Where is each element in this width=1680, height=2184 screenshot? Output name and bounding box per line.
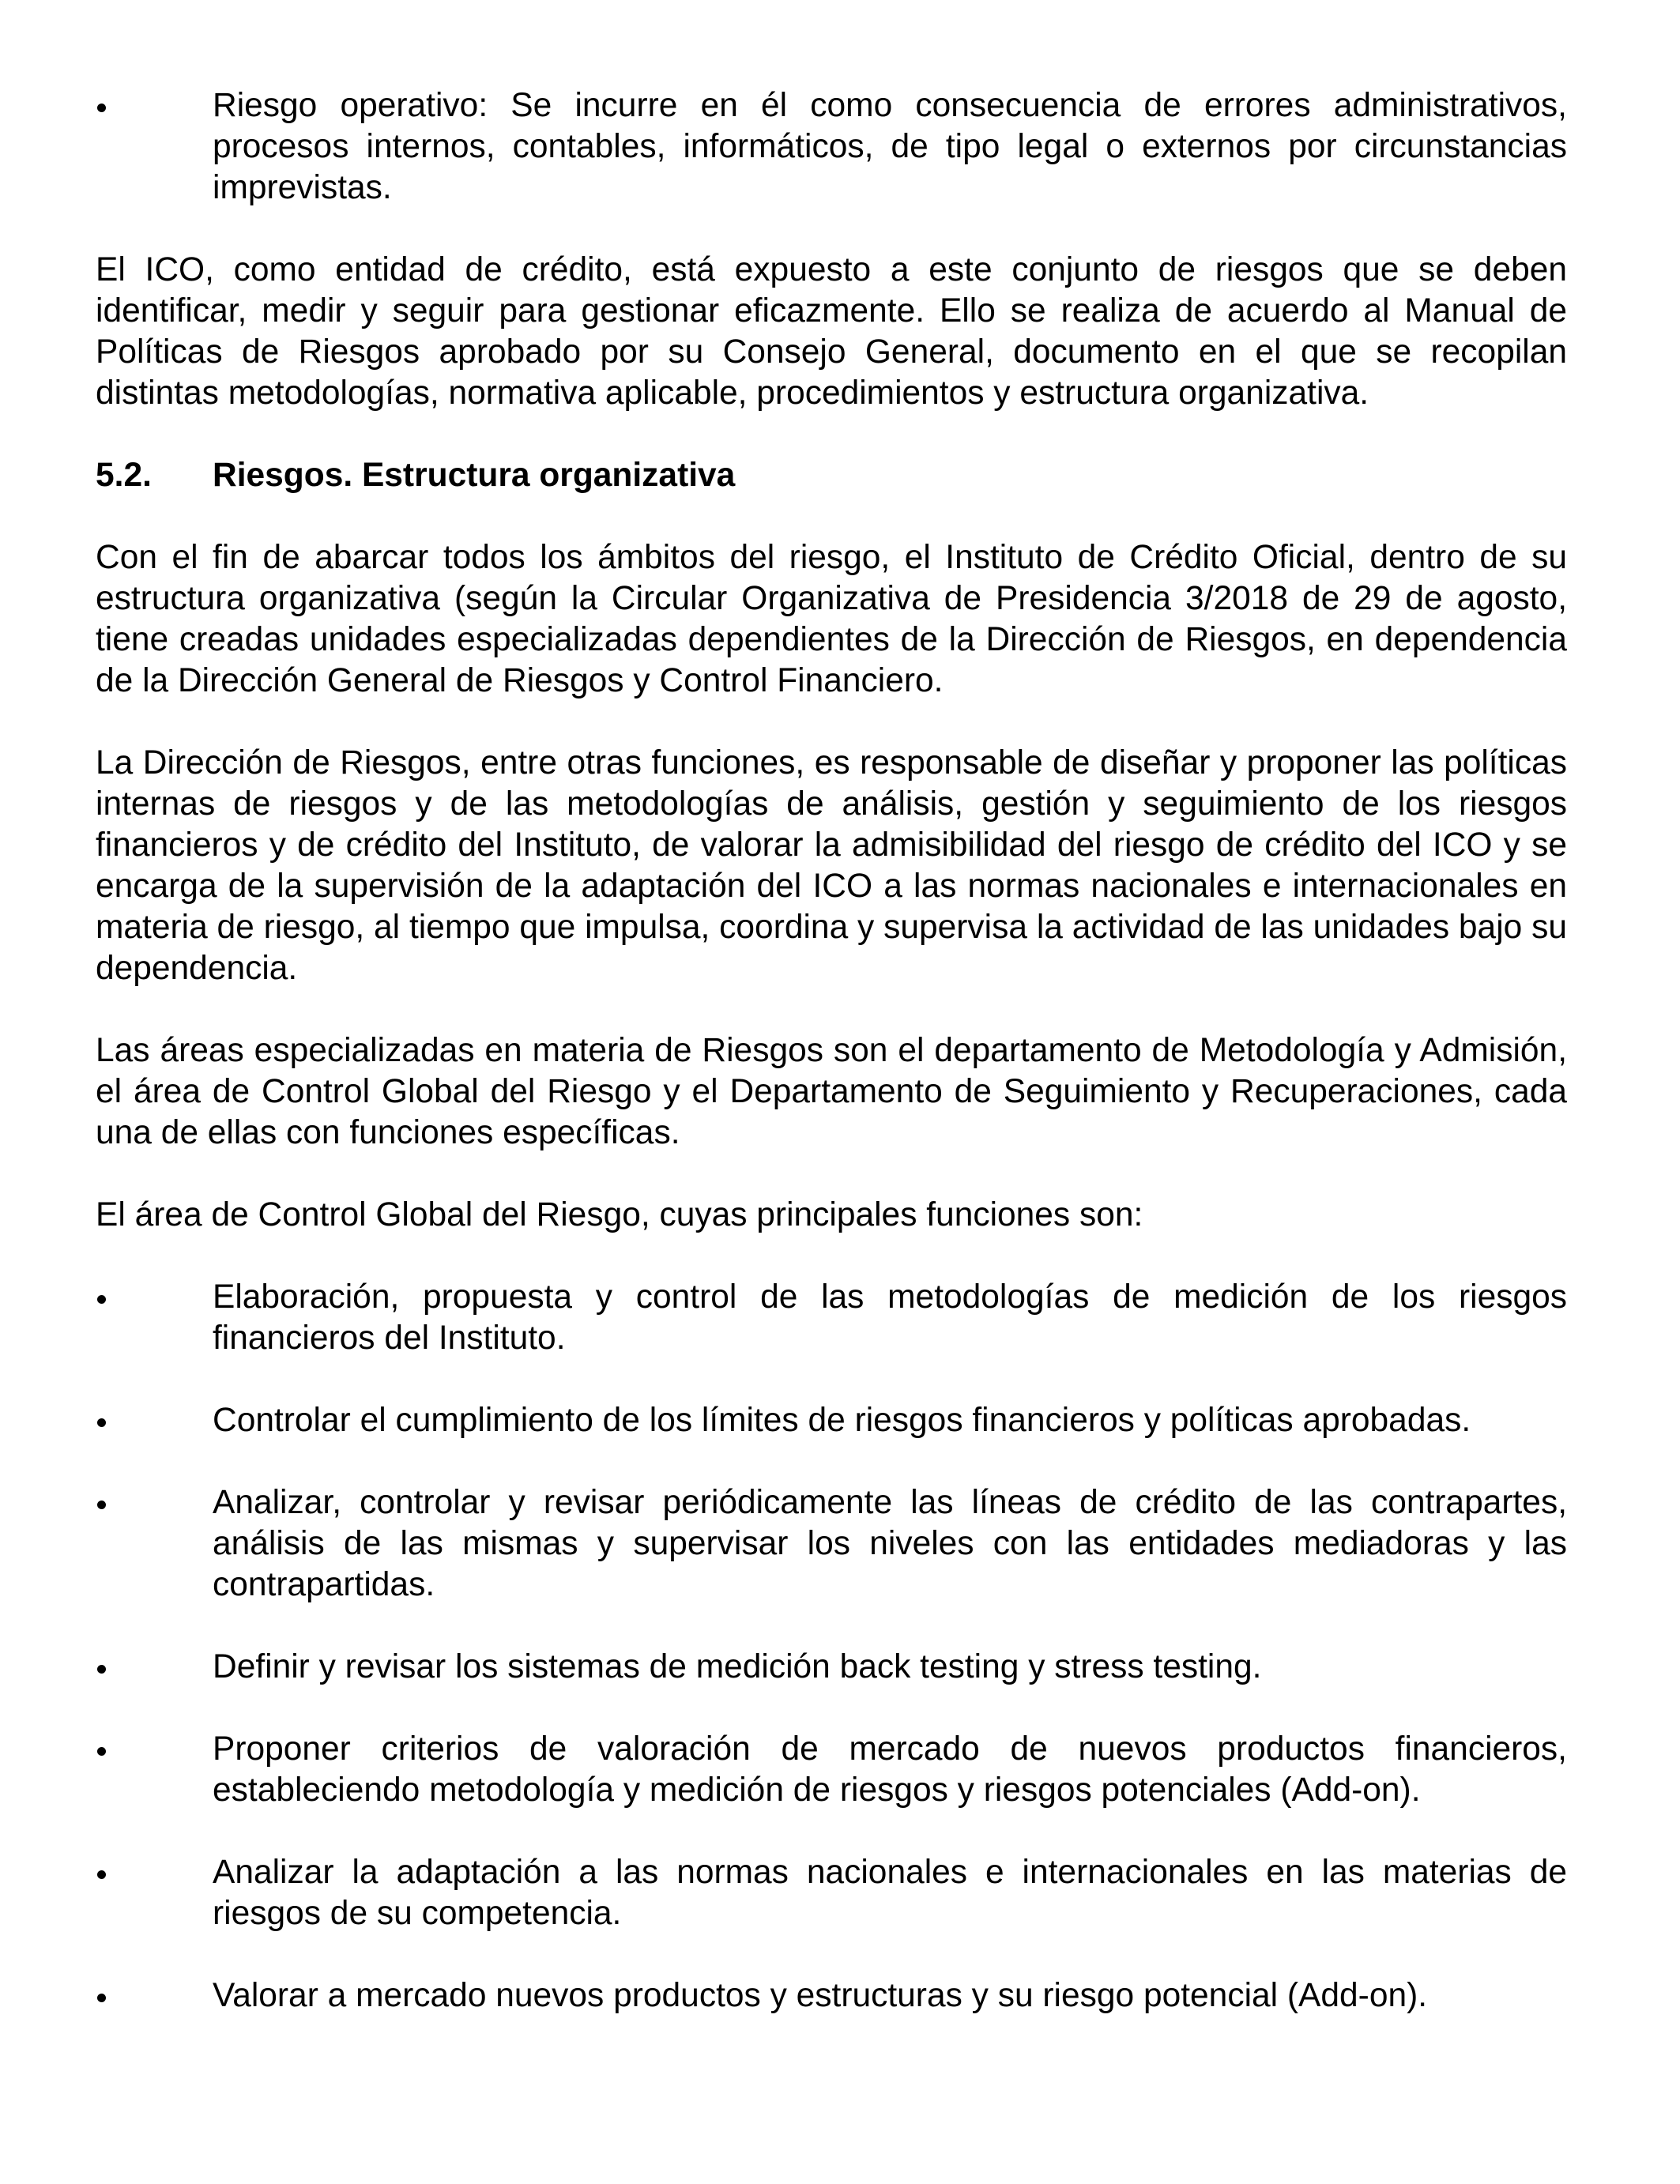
- paragraph-control-global-intro: El área de Control Global del Riesgo, cuyas principales funciones son:: [96, 1196, 1143, 1233]
- bullet-text: Analizar la adaptación a las normas nacionales e internacionales en las materias de riesgos de su competencia.: [213, 1854, 1567, 1932]
- bullet-dot-icon: [96, 1975, 213, 2016]
- bullet-item-function: [96, 1852, 1567, 1934]
- bullet-item-function: [96, 1975, 1567, 2016]
- bullet-dot-icon: [96, 1482, 213, 1606]
- bullet-dot-icon: [96, 1277, 213, 1359]
- section-title: Riesgos. Estructura organizativa: [213, 457, 736, 494]
- paragraph-estructura: Con el fin de abarcar todos los ámbitos del riesgo, el Instituto de Crédito Oficial, dentro de su estructura organizativa (según la Circular Organizativa de Presidencia 3/2018 de 29 de agosto, tiene creadas unidades especializadas dependientes de la Dirección de Riesgos, en dependencia de la Dirección General de Riesgos y Control Financiero.: [96, 539, 1567, 699]
- bullet-dot-icon: [96, 1729, 213, 1811]
- bullet-text: Proponer criterios de valoración de mercado de nuevos productos financieros, estableciendo metodología y medición de riesgos y riesgos potenciales (Add-on).: [213, 1730, 1567, 1809]
- bullet-text: Controlar el cumplimiento de los límites de riesgos financieros y políticas aprobadas.: [213, 1402, 1471, 1439]
- intro-paragraph: El ICO, como entidad de crédito, está expuesto a este conjunto de riesgos que se deben identificar, medir y seguir para gestionar eficazmente. Ello se realiza de acuerdo al Manual de Políticas de Riesgos aprobado por su Consejo General, documento en el que se recopilan distintas metodologías, normativa aplicable, procedimientos y estructura organizativa.: [96, 251, 1567, 412]
- section-heading: [96, 455, 1567, 496]
- bullet-item-function: [96, 1277, 1567, 1359]
- section-number: 5.2.: [96, 457, 152, 494]
- bullet-text: Valorar a mercado nuevos productos y estructuras y su riesgo potencial (Add-on).: [213, 1977, 1428, 2014]
- bullet-dot-icon: [96, 85, 213, 209]
- bullet-text: Riesgo operativo: Se incurre en él como consecuencia de errores administrativos, procesos internos, contables, informáticos, de tipo legal o externos por circunstancias imprevistas.: [213, 87, 1567, 206]
- bullet-text: Analizar, controlar y revisar periódicamente las líneas de crédito de las contrapartes, análisis de las mismas y supervisar los niveles con las entidades mediadoras y las contrapartidas.: [213, 1484, 1567, 1603]
- paragraph-areas-especializadas: Las áreas especializadas en materia de Riesgos son el departamento de Metodología y Admisión, el área de Control Global del Riesgo y el Departamento de Seguimiento y Recuperaciones, cada una de ellas con funciones específicas.: [96, 1032, 1567, 1151]
- bullet-item-function: [96, 1482, 1567, 1606]
- bullet-item-riesgo-operativo: [96, 85, 1567, 209]
- paragraph-direccion-riesgos: La Dirección de Riesgos, entre otras funciones, es responsable de diseñar y proponer las políticas internas de riesgos y de las metodologías de análisis, gestión y seguimiento de los riesgos financieros y de crédito del Instituto, de valorar la admisibilidad del riesgo de crédito del ICO y se encarga de la supervisión de la adaptación del ICO a las normas nacionales e internacionales en materia de riesgo, al tiempo que impulsa, coordina y supervisa la actividad de las unidades bajo su dependencia.: [96, 744, 1567, 987]
- bullet-dot-icon: [96, 1852, 213, 1934]
- bullet-dot-icon: [96, 1647, 213, 1688]
- bullet-item-function: [96, 1400, 1567, 1441]
- bullet-item-function: [96, 1647, 1567, 1688]
- bullet-text: Definir y revisar los sistemas de medición back testing y stress testing.: [213, 1648, 1262, 1685]
- bullet-text: Elaboración, propuesta y control de las metodologías de medición de los riesgos financieros del Instituto.: [213, 1278, 1567, 1357]
- document-page: [96, 85, 1567, 2058]
- bullet-item-function: [96, 1729, 1567, 1811]
- bullet-dot-icon: [96, 1400, 213, 1441]
